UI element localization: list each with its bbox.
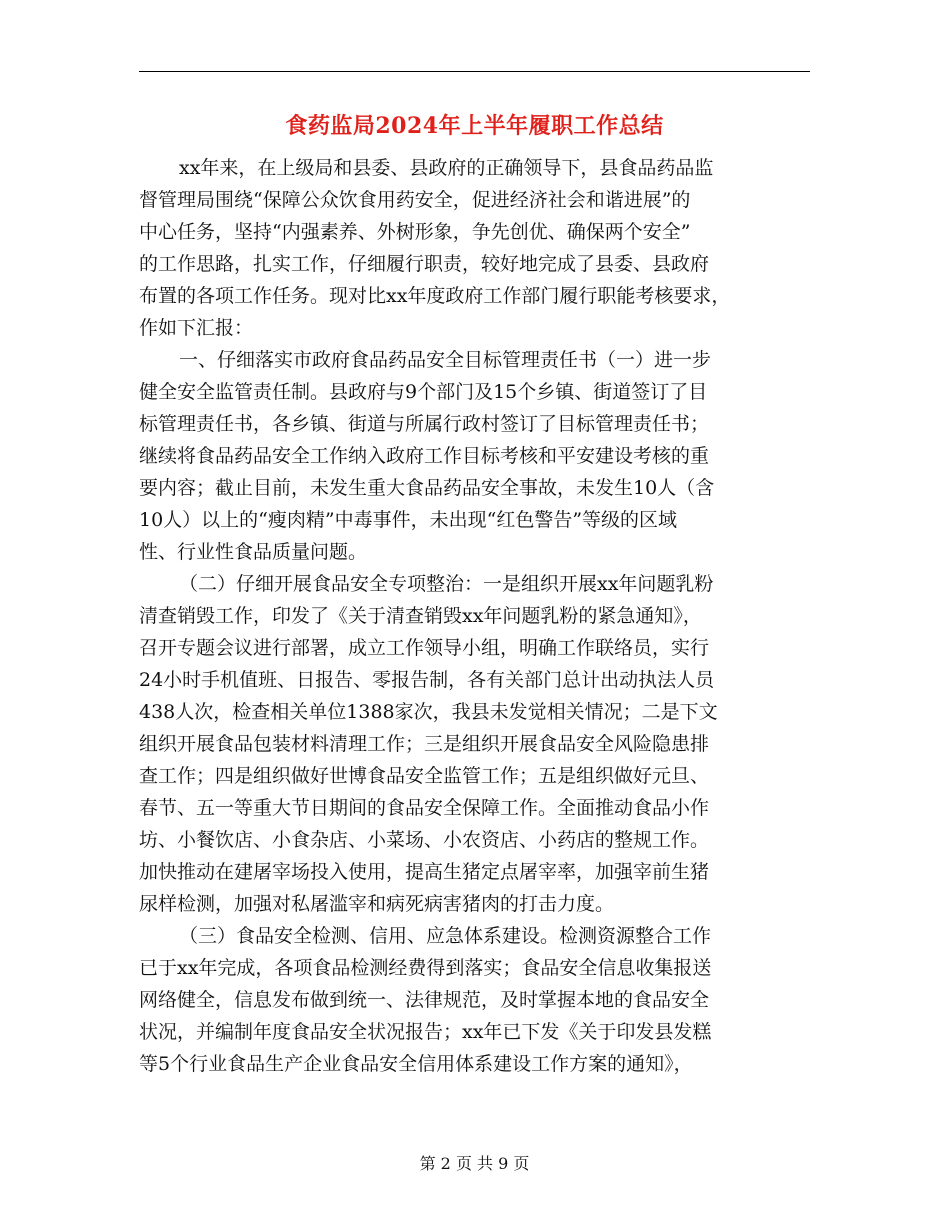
document-body	[139, 152, 810, 1080]
paragraph-line: 加快推动在建屠宰场投入使用，提高生猪定点屠宰率，加强宰前生猪	[139, 861, 710, 883]
paragraph-line: 健全安全监管责任制。县政府与9个部门及15个乡镇、街道签订了目	[139, 381, 708, 403]
paragraph-line: 尿样检测，加强对私屠滥宰和病死病害猪肉的打击力度。	[139, 893, 615, 915]
paragraph-line: 标管理责任书，各乡镇、街道与所属行政村签订了目标管理责任书；	[139, 413, 710, 435]
header-rule	[139, 71, 810, 72]
paragraph-line: （三）食品安全检测、信用、应急体系建设。检测资源整合工作	[179, 925, 712, 947]
paragraph-line: 等5个行业食品生产企业食品安全信用体系建设工作方案的通知》，	[139, 1053, 693, 1075]
paragraph-line: 继续将食品药品安全工作纳入政府工作目标考核和平安建设考核的重	[139, 445, 710, 467]
paragraph-line: （二）仔细开展食品安全专项整治：一是组织开展xx年问题乳粉	[179, 573, 714, 595]
paragraph-line: 组织开展食品包装材料清理工作；三是组织开展食品安全风险隐患排	[139, 733, 710, 755]
paragraph-line: 督管理局围绕“保障公众饮食用药安全，促进经济社会和谐进展”的	[139, 189, 691, 211]
paragraph-line: 性、行业性食品质量问题。	[139, 541, 368, 563]
paragraph-line: 要内容；截止目前，未发生重大食品药品安全事故，未发生10人（含	[139, 477, 715, 499]
paragraph-line: 24小时手机值班、日报告、零报告制，各有关部门总计出动执法人员	[139, 669, 715, 691]
paragraph-line: 春节、五一等重大节日期间的食品安全保障工作。全面推动食品小作	[139, 797, 710, 819]
paragraph-line: 的工作思路，扎实工作，仔细履行职责，较好地完成了县委、县政府	[139, 253, 710, 275]
page-number: 第 2 页 共 9 页	[419, 1154, 530, 1173]
paragraph-line: 网络健全，信息发布做到统一、法律规范，及时掌握本地的食品安全	[139, 989, 710, 1011]
paragraph-line: 坊、小餐饮店、小食杂店、小菜场、小农资店、小药店的整规工作。	[139, 829, 710, 851]
paragraph-line: 查工作；四是组织做好世博食品安全监管工作；五是组织做好元旦、	[139, 765, 710, 787]
paragraph-line: 中心任务，坚持“内强素养、外树形象，争先创优、确保两个安全”	[139, 221, 691, 243]
paragraph-line: xx年来，在上级局和县委、县政府的正确领导下，县食品药品监	[179, 157, 714, 179]
paragraph-line: 438人次，检查相关单位1388家次，我县未发觉相关情况；二是下文	[139, 701, 718, 723]
paragraph-line: 召开专题会议进行部署，成立工作领导小组，明确工作联络员，实行	[139, 637, 710, 659]
paragraph-line: 清查销毁工作，印发了《关于清查销毁xx年问题乳粉的紧急通知》，	[139, 605, 702, 627]
paragraph-line: 已于xx年完成，各项食品检测经费得到落实；食品安全信息收集报送	[139, 957, 712, 979]
paragraph-line: 10人）以上的“瘦肉精”中毒事件，未出现“红色警告”等级的区域	[139, 509, 678, 531]
document-title: 食药监局2024年上半年履职工作总结	[285, 113, 664, 139]
paragraph-line: 作如下汇报：	[139, 317, 254, 339]
paragraph-line: 状况，并编制年度食品安全状况报告；xx年已下发《关于印发县发糕	[139, 1021, 712, 1043]
paragraph-line: 一、仔细落实市政府食品药品安全目标管理责任书（一）进一步	[179, 349, 712, 371]
paragraph-line: 布置的各项工作任务。现对比xx年度政府工作部门履行职能考核要求，	[139, 285, 731, 307]
